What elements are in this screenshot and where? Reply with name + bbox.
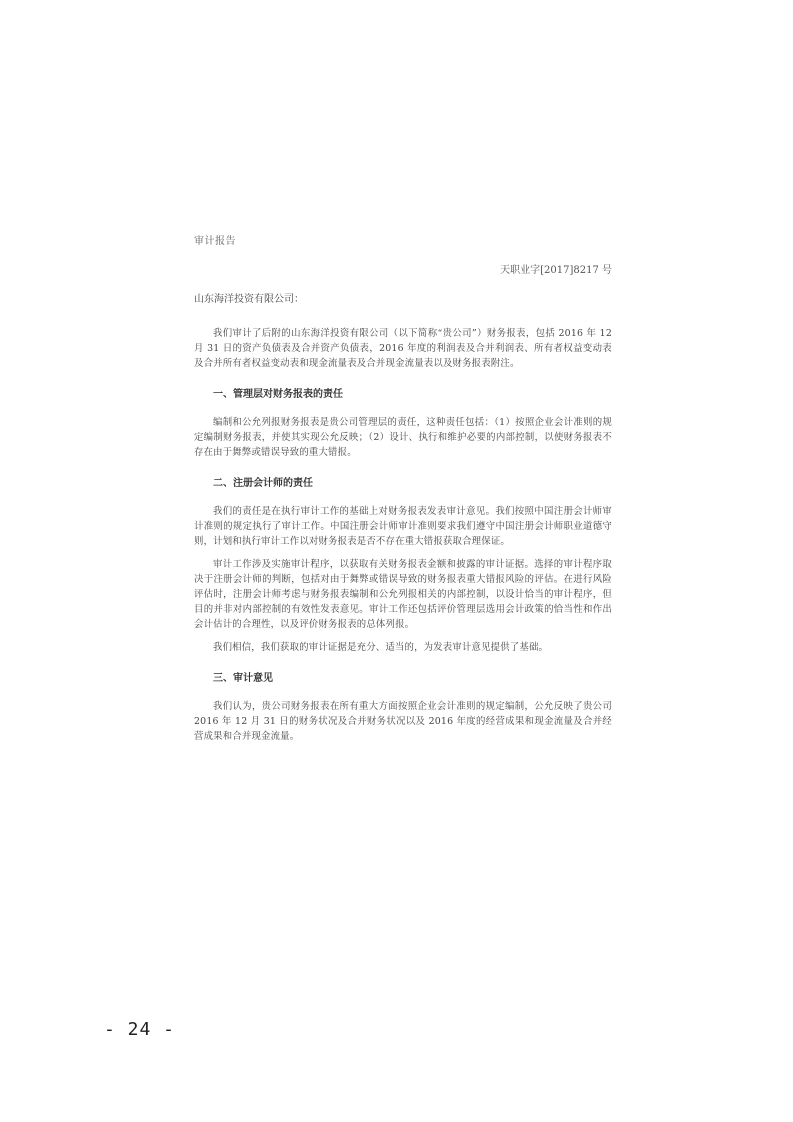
section-paragraph: 我们认为，贵公司财务报表在所有重大方面按照企业会计准则的规定编制，公允反映了贵公司 2016 年 12 月 31 日的财务状况及合并财务状况以及 2016 年度的经营成果和现金流量及合并经营成果和合并现金流量。 [194, 701, 612, 742]
section-management-responsibility [194, 385, 612, 460]
scanned-report [194, 232, 612, 752]
section-heading: 二、注册会计师的责任 [213, 478, 313, 489]
section-paragraph: 审计工作涉及实施审计程序，以获取有关财务报表金额和披露的审计证据。选择的审计程序取决于注册会计师的判断，包括对由于舞弊或错误导致的财务报表重大错报风险的评估。在进行风险评估时，注册会计师考虑与财务报表编制和公允列报相关的内部控制，以设计恰当的审计程序，但目的并非对内部控制的有效性发表意见。审计工作还包括评价管理层选用会计政策的恰当性和作出会计估计的合理性，以及评价财务报表的总体列报。 [194, 559, 612, 630]
section-auditor-responsibility [194, 474, 612, 655]
page-number: - 24 - [104, 1019, 176, 1040]
section-paragraph: 我们的责任是在执行审计工作的基础上对财务报表发表审计意见。我们按照中国注册会计师审计准则的规定执行了审计工作。中国注册会计师审计准则要求我们遵守中国注册会计师职业道德守则，计划和执行审计工作以对财务报表是否不存在重大错报获取合理保证。 [194, 506, 612, 547]
intro-paragraph: 我们审计了后附的山东海洋投资有限公司（以下简称“贵公司”）财务报表，包括 2016 年 12 月 31 日的资产负债表及合并资产负债表，2016 年度的利润表及合并利润表、所有者权益变动表及合并所有者权益变动表和现金流量表及合并现金流量表以及财务报表附注。 [194, 328, 612, 369]
section-paragraph: 编制和公允列报财务报表是贵公司管理层的责任，这种责任包括：（1）按照企业会计准则的规定编制财务报表，并使其实现公允反映；（2）设计、执行和维护必要的内部控制，以使财务报表不存在由于舞弊或错误导致的重大错报。 [194, 417, 612, 458]
section-heading: 一、管理层对财务报表的责任 [213, 389, 343, 400]
document-number: 天职业字[2017]8217 号 [500, 265, 612, 276]
section-paragraph: 我们相信，我们获取的审计证据是充分、适当的，为发表审计意见提供了基础。 [213, 642, 549, 653]
section-audit-opinion [194, 669, 612, 744]
addressee: 山东海洋投资有限公司： [194, 294, 304, 305]
report-title: 审计报告 [194, 236, 236, 247]
section-heading: 三、审计意见 [213, 673, 273, 684]
